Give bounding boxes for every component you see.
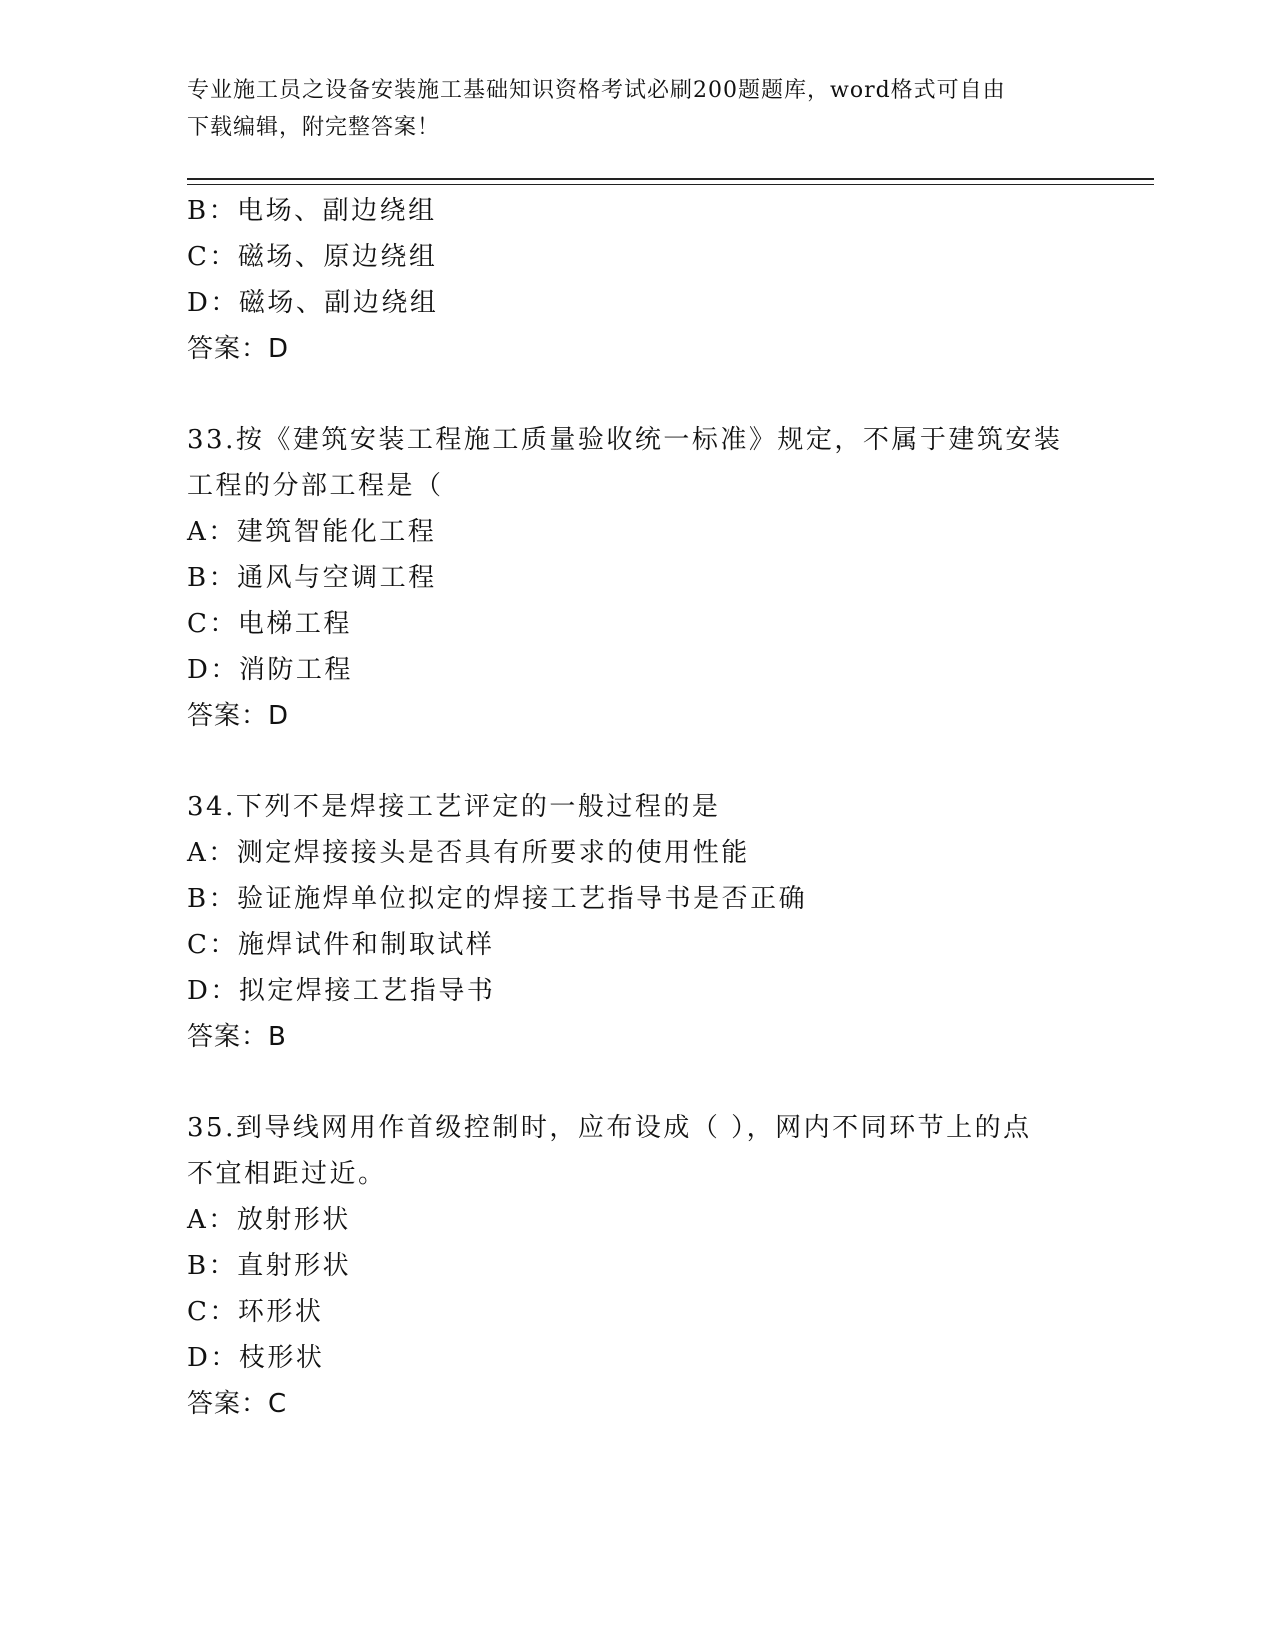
option-d: D：枝形状 <box>187 1343 325 1373</box>
question-34-block <box>187 784 1087 1060</box>
option-c: C：电梯工程 <box>187 609 352 639</box>
option-d: D：消防工程 <box>187 655 353 685</box>
option-a: A：测定焊接接头是否具有所要求的使用性能 <box>187 838 750 868</box>
option-a: A：放射形状 <box>187 1205 351 1235</box>
header-line-1: 专业施工员之设备安装施工基础知识资格考试必刷200题题库，word格式可自由 <box>187 78 1006 103</box>
answer-line: 答案：B <box>187 1022 287 1052</box>
prev-question-block <box>187 188 1087 372</box>
option-d: D：磁场、副边绕组 <box>187 288 439 318</box>
question-content <box>187 188 1087 1427</box>
header-divider-thick <box>187 178 1154 180</box>
question-33-block <box>187 417 1087 739</box>
question-stem-line-2: 工程的分部工程是（ <box>187 471 444 501</box>
option-d: D：拟定焊接工艺指导书 <box>187 976 496 1006</box>
spacer <box>187 739 1087 784</box>
document-header <box>187 72 1067 146</box>
answer-line: 答案：C <box>187 1389 288 1419</box>
spacer <box>187 1060 1087 1105</box>
answer-line: 答案：D <box>187 701 290 731</box>
option-c: C：环形状 <box>187 1297 324 1327</box>
option-b: B：通风与空调工程 <box>187 563 437 593</box>
option-c: C：施焊试件和制取试样 <box>187 930 495 960</box>
question-stem-line-1: 35.到导线网用作首级控制时，应布设成（ ），网内不同环节上的点 <box>187 1113 1032 1143</box>
question-stem-line-1: 34.下列不是焊接工艺评定的一般过程的是 <box>187 792 721 822</box>
option-c: C：磁场、原边绕组 <box>187 242 438 272</box>
question-35-block <box>187 1105 1087 1427</box>
answer-line: 答案：D <box>187 334 290 364</box>
option-b: B：验证施焊单位拟定的焊接工艺指导书是否正确 <box>187 884 808 914</box>
option-b: B：直射形状 <box>187 1251 352 1281</box>
question-stem-line-2: 不宜相距过近。 <box>187 1159 387 1189</box>
option-a: A：建筑智能化工程 <box>187 517 437 547</box>
spacer <box>187 372 1087 417</box>
header-divider-thin <box>187 184 1154 185</box>
header-line-2: 下载编辑，附完整答案！ <box>187 115 441 140</box>
option-b: B：电场、副边绕组 <box>187 196 437 226</box>
question-stem-line-1: 33.按《建筑安装工程施工质量验收统一标准》规定，不属于建筑安装 <box>187 425 1063 455</box>
